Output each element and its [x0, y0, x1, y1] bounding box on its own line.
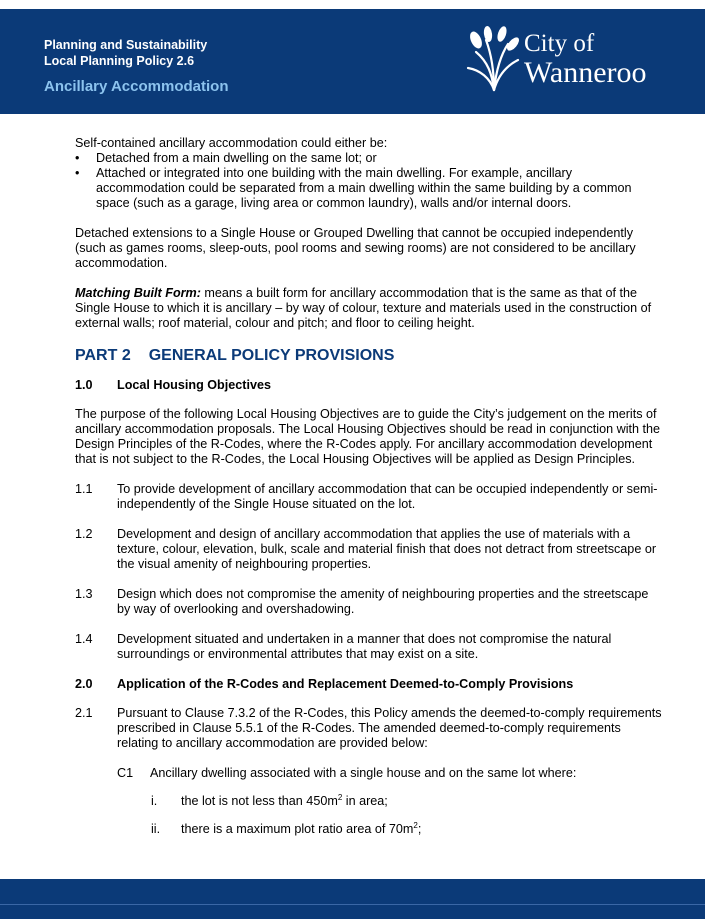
detached-extensions-paragraph: Detached extensions to a Single House or Grouped Dwelling that cannot be occupied independently (such as games rooms, sleep-outs, pool rooms and sewing rooms) are not considered to be ancillary accommodation.: [75, 226, 636, 270]
footer-rule: [0, 904, 705, 905]
objective-item: 1.2 Development and design of ancillary accommodation that applies the use of materials with a texture, colour, elevation, bulk, scale and material finish that does not detract from streetscape or the visual amenity of neighbouring properties.: [75, 527, 657, 571]
logo-wanneroo: Wanneroo: [524, 56, 647, 89]
objective-item: 1.4 Development situated and undertaken in a manner that does not compromise the natural surroundings or environmental attributes that may exist on a site.: [75, 632, 612, 661]
criterion-sub-item: ii. there is a maximum plot ratio area of $70m^2$;: [151, 821, 422, 836]
objective-item: 1.1 To provide development of ancillary accommodation that can be occupied independently or semi-independently of the Single House situated on the lot.: [75, 482, 658, 511]
section-intro: The purpose of the following Local Housing Objectives are to guide the City’s judgement on the merits of ancillary accommodation proposals. The Local Housing Objectives should be read in conjunction with the Design Principles of the R-Codes, where the R-Codes apply. For ancillary accommodation development that is not subject to the R-Codes, the Local Housing Objectives will be applied as Design Principles.: [75, 407, 661, 466]
intro-lead: Self-contained ancillary accommodation could either be:: [75, 136, 388, 150]
city-logo: [466, 26, 676, 96]
provision-item: 2.1 Pursuant to Clause 7.3.2 of the R-Codes, this Policy amends the deemed-to-comply requirements prescribed in Clause 5.5.1 of the R-Codes. The amended deemed-to-comply requirements relating to ancillary accommodation are provided below:: [75, 706, 662, 750]
matching-built-form-definition: [75, 286, 663, 331]
part-heading: PART 2 GENERAL POLICY PROVISIONS: [75, 347, 395, 364]
page-footer-bar: [0, 879, 705, 919]
criterion-sub-item: i. the lot is not less than $450m^2$ in area;: [151, 793, 388, 808]
grass-tree-icon: [466, 26, 522, 92]
logo-city-of: City of: [524, 30, 595, 57]
definition-text: means a built form for ancillary accommodation that is the same as that of the Single House to which it is ancillary – by way of colour, texture and materials used in the construction of external walls; roof material, colour and pitch; and floor to ceiling height.: [75, 286, 652, 330]
definition-term: Matching Built Form:: [75, 286, 201, 300]
section-heading: 2.0 Application of the R-Codes and Replacement Deemed-to-Comply Provisions: [75, 677, 574, 691]
header-policy-number: Local Planning Policy 2.6: [44, 54, 195, 68]
page-header: [0, 9, 705, 114]
section-heading: 1.0 Local Housing Objectives: [75, 378, 271, 392]
objective-item: 1.3 Design which does not compromise the amenity of neighbouring properties and the streetscape by way of overlooking and overshadowing.: [75, 587, 649, 616]
bullet-icon: •: [75, 151, 80, 165]
intro-bullet-list: [75, 151, 663, 211]
bullet-icon: •: [75, 166, 80, 180]
header-department: Planning and Sustainability: [44, 38, 208, 52]
header-policy-title: Ancillary Accommodation: [44, 78, 229, 95]
criterion-c1: C1 Ancillary dwelling associated with a single house and on the same lot where:: [117, 766, 577, 780]
list-item: • Detached from a main dwelling on the same lot; or: [75, 151, 377, 165]
top-strip: [0, 0, 705, 9]
page-body: [75, 136, 663, 850]
list-item: • Attached or integrated into one building with the main dwelling. For example, ancillary accommodation could be separated from a main dwelling within the same building by a common space (such as a garage, living area or common laundry), walls and/or internal doors.: [75, 166, 632, 210]
